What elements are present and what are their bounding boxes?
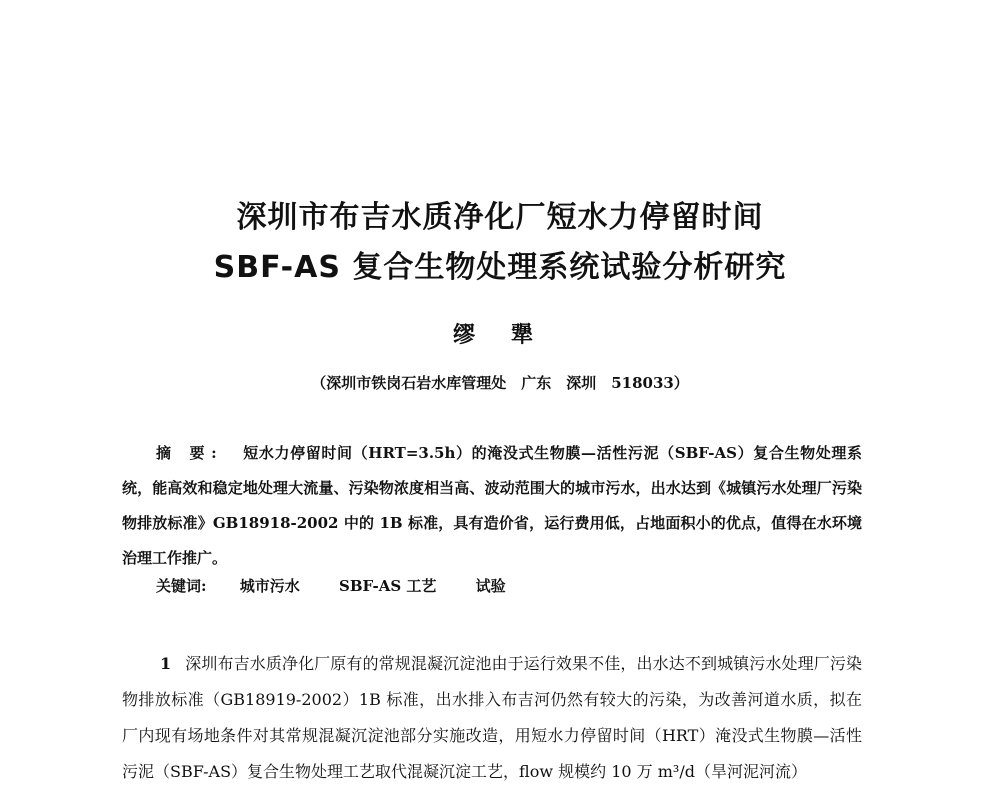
author-name: 缪 犟: [453, 323, 547, 348]
keyword-item: SBF-AS 工艺: [339, 577, 437, 595]
author-affiliation: （深圳市铁岗石岩水库管理处 广东 深圳 518033）: [311, 374, 689, 392]
abstract-label: 摘 要:: [156, 444, 223, 462]
section-1-paragraph: [122, 646, 862, 790]
section-1-text: 深圳布吉水质净化厂原有的常规混凝沉淀池由于运行效果不佳，出水达不到城镇污水处理厂污染物排放标准（GB18919-2002）1B 标准，出水排入布吉河仍然有较大的污染，为改善河道水质，拟在厂内现有场地条件对其常规混凝沉淀池部分实施改造，用短水力停留时间（HRT）淹没式生物膜—活性污泥（SBF-AS）复合生物处理工艺取代混凝沉淀工艺，flow 规模约 10 万 m³/d（旱河泥河流）: [122, 654, 862, 781]
keyword-item: 试验: [475, 577, 506, 595]
paper-title-line-2: SBF-AS 复合生物处理系统试验分析研究: [213, 250, 787, 285]
paper-title-line-1: 深圳市布吉水质净化厂短水力停留时间: [236, 200, 764, 235]
section-number: 1: [160, 654, 172, 673]
abstract-text: 短水力停留时间（HRT=3.5h）的淹没式生物膜—活性污泥（SBF-AS）复合生物处理系统，能高效和稳定地处理大流量、污染物浓度相当高、波动范围大的城市污水，出水达到《城镇污水处理厂污染物排放标准》GB18918-2002 中的 1B 标准，具有造价省，运行费用低，占地面积小的优点，值得在水环境治理工作推广。: [122, 444, 862, 567]
abstract: [122, 436, 862, 576]
keyword-item: 城市污水: [239, 577, 300, 595]
keywords-label: 关键词:: [156, 577, 207, 595]
keywords: [156, 575, 856, 596]
